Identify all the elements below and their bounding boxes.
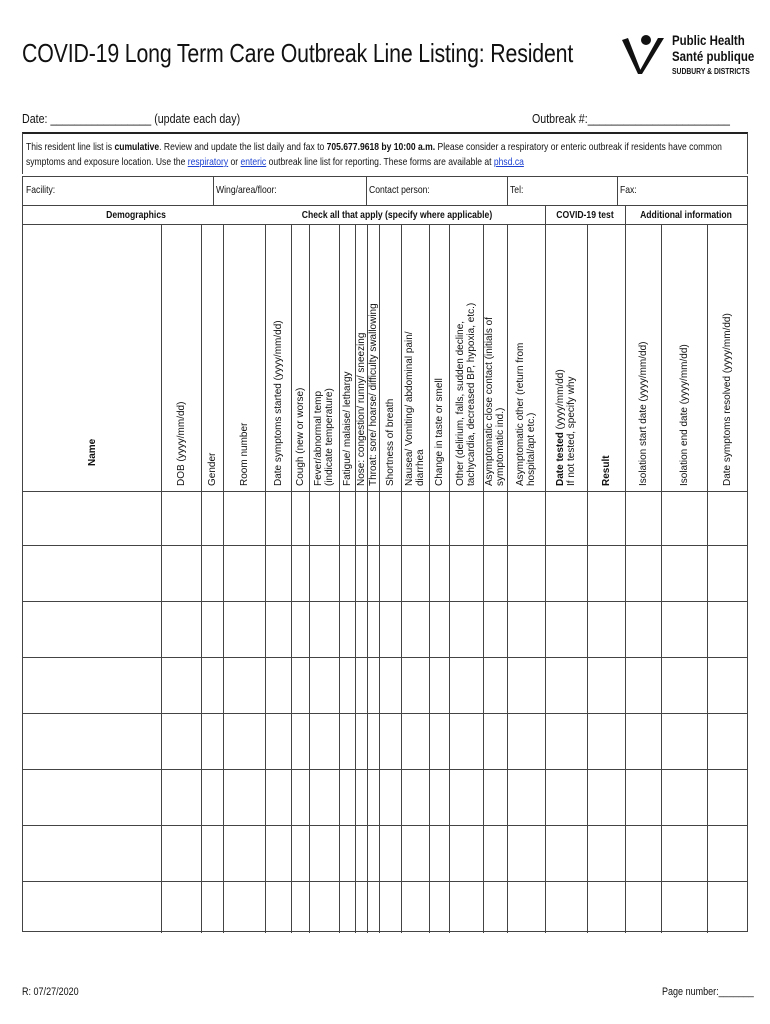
column-header-20 [678, 344, 690, 486]
column-header-15 [484, 317, 506, 486]
column-header-text: tachycardia, decreased BP, hypoxia, etc.) [466, 302, 477, 486]
logo-line-3: SUDBURY & DISTRICTS [672, 67, 750, 76]
column-header-12 [404, 331, 426, 486]
column-header-text: If not tested, specify why [566, 376, 577, 486]
facility-field[interactable]: Facility: [26, 184, 56, 196]
column-header-text: (indicate temperature) [324, 388, 335, 486]
instructions-box [22, 132, 748, 174]
column-header-text: Other (delirium, falls, sudden decline, [455, 320, 466, 486]
column-header-13 [433, 378, 445, 486]
phsd-link[interactable]: phsd.ca [493, 156, 524, 168]
table-row [23, 491, 747, 492]
column-header-text: Date symptoms started (yyyy/mm/dd) [272, 320, 284, 486]
date-field[interactable]: Date: _________________ (update each day) [22, 111, 241, 126]
logo-line-2: Santé publique [672, 48, 755, 64]
table-row [23, 657, 747, 658]
column-header-text: Date tested (yyyy/mm/dd) [555, 369, 566, 486]
contact-person-field[interactable]: Contact person: [369, 184, 430, 196]
revision-date: R: 07/27/2020 [22, 986, 79, 998]
column-header-7 [313, 388, 335, 486]
table-row [23, 545, 747, 546]
column-header-text: Fever/abnormal temp [313, 390, 324, 486]
column-header-text: diarrhea [415, 449, 426, 486]
logo-figure-icon [620, 34, 668, 76]
column-header-14 [455, 302, 477, 486]
table-row [23, 825, 747, 826]
outbreak-number-field[interactable]: Outbreak #:________________________ [532, 111, 730, 126]
column-header-2 [175, 401, 187, 486]
column-header-text: Asymptomatic close contact (initials of [484, 317, 495, 486]
logo-line-1: Public Health [672, 32, 745, 48]
column-header-text: hospital/apt etc.) [526, 412, 537, 486]
column-header-1 [86, 438, 98, 466]
column-header-19 [637, 341, 649, 486]
respiratory-link[interactable]: respiratory [187, 156, 229, 168]
page-number-field[interactable]: Page number:_______ [662, 986, 754, 998]
column-header-text: Nausea/ Vomiting/ abdominal pain/ [404, 331, 415, 486]
column-header-8 [341, 371, 353, 486]
column-header-17 [555, 369, 577, 486]
wing-field[interactable]: Wing/area/floor: [216, 184, 277, 196]
column-header-text: Asymptomatic other (return from [515, 342, 526, 486]
table-row [23, 713, 747, 714]
table-row [23, 881, 747, 882]
column-header-16 [515, 342, 537, 486]
page-title: COVID-19 Long Term Care Outbreak Line Listing: Resident [22, 38, 574, 68]
column-header-text: Name [86, 438, 98, 466]
column-header-text: Nose: congestion/ runny/ sneezing [355, 332, 367, 486]
column-header-text: symptomatic ind.) [495, 407, 506, 486]
column-header-11 [384, 398, 396, 486]
column-header-6 [294, 387, 306, 486]
table-row [23, 601, 747, 602]
instructions-text: This resident line list is cumulative. Review and update the list daily and fax to 705.677.9618 by 10:00 a.m. Please consider a respiratory or enteric outbreak if residents have common symptoms and exposure location. Use the respiratory or enteric outbreak line list for reporting. These forms are available at phsd.ca [26, 141, 722, 168]
column-header-text: Gender [206, 452, 218, 486]
column-header-3 [206, 452, 218, 486]
symptoms-header: Check all that apply (specify where applicable) [301, 209, 493, 221]
demographics-header: Demographics [106, 209, 166, 221]
column-header-4 [238, 422, 250, 486]
tel-field[interactable]: Tel: [510, 184, 524, 196]
column-header-5 [272, 320, 284, 486]
column-header-text: Throat: sore/ hoarse/ difficulty swallowing [367, 303, 379, 486]
column-header-text: Result [600, 455, 612, 486]
line-listing-table [22, 176, 748, 932]
enteric-link[interactable]: enteric [240, 156, 267, 168]
column-header-text: Date symptoms resolved (yyyy/mm/dd) [721, 313, 733, 486]
column-header-text: DOB (yyyy/mm/dd) [175, 401, 187, 486]
public-health-logo [620, 28, 755, 88]
column-header-21 [721, 313, 733, 486]
column-header-text: Fatigue/ malaise/ lethargy [341, 371, 353, 486]
column-header-text: Change in taste or smell [433, 378, 445, 486]
additional-info-header: Additional information [640, 209, 732, 221]
column-header-text: Isolation end date (yyyy/mm/dd) [678, 344, 690, 486]
column-header-text: Cough (new or worse) [294, 387, 306, 486]
column-header-text: Shortness of breath [384, 398, 396, 486]
covid-test-header: COVID-19 test [556, 209, 614, 221]
column-header-text: Isolation start date (yyyy/mm/dd) [637, 341, 649, 486]
table-row [23, 769, 747, 770]
column-header-18 [600, 455, 612, 486]
fax-field[interactable]: Fax: [620, 184, 637, 196]
column-header-text: Room number [238, 422, 250, 486]
